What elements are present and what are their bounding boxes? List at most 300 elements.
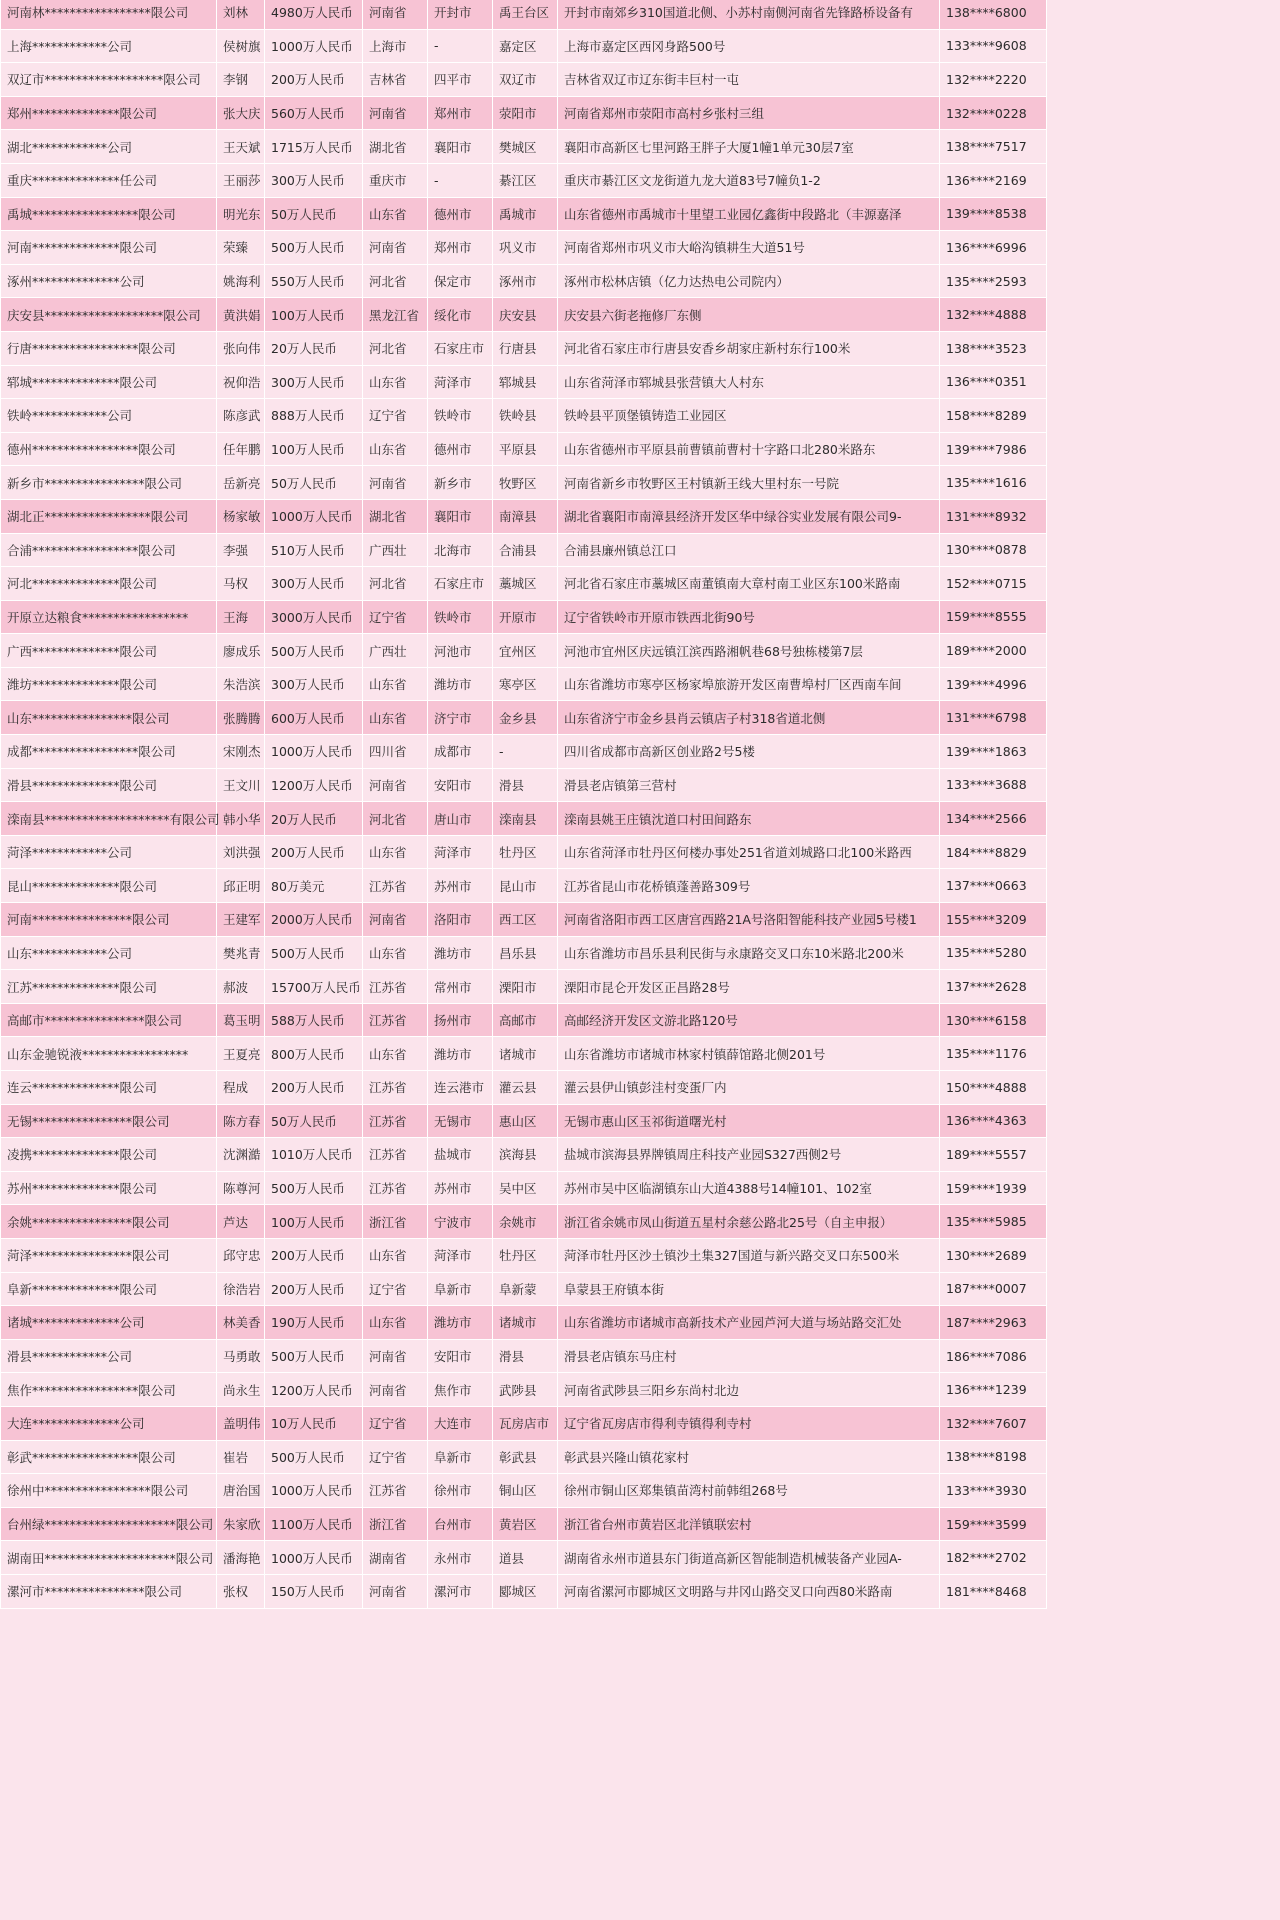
province-cell: 上海市 [363, 29, 428, 63]
company-name-cell: 上海************公司 [1, 29, 217, 63]
address-cell: 襄阳市高新区七里河路王胖子大厦1幢1单元30层7室 [558, 130, 940, 164]
city-cell: 石家庄市 [428, 567, 493, 601]
province-cell: 浙江省 [363, 1507, 428, 1541]
district-cell: 双辽市 [493, 63, 558, 97]
phone-cell: 189****2000 [940, 634, 1047, 668]
table-row [1, 0, 1047, 29]
phone-cell: 138****8198 [940, 1440, 1047, 1474]
city-cell: 潍坊市 [428, 1037, 493, 1071]
registered-capital-cell: 500万人民币 [265, 231, 363, 265]
province-cell: 辽宁省 [363, 1272, 428, 1306]
legal-representative-cell: 马勇敢 [217, 1339, 265, 1373]
table-row [1, 970, 1047, 1004]
address-cell: 河南省武陟县三阳乡东尚村北边 [558, 1373, 940, 1407]
city-cell: 菏泽市 [428, 365, 493, 399]
legal-representative-cell: 芦达 [217, 1205, 265, 1239]
registered-capital-cell: 588万人民币 [265, 1003, 363, 1037]
city-cell: 郑州市 [428, 96, 493, 130]
phone-cell: 132****4888 [940, 298, 1047, 332]
city-cell: 永州市 [428, 1541, 493, 1575]
address-cell: 涿州市松林店镇（亿力达热电公司院内） [558, 264, 940, 298]
city-cell: 阜新市 [428, 1440, 493, 1474]
phone-cell: 182****2702 [940, 1541, 1047, 1575]
district-cell: 牡丹区 [493, 1238, 558, 1272]
company-name-cell: 菏泽****************限公司 [1, 1238, 217, 1272]
registered-capital-cell: 50万人民币 [265, 466, 363, 500]
legal-representative-cell: 岳新亮 [217, 466, 265, 500]
city-cell: 漯河市 [428, 1574, 493, 1608]
registered-capital-cell: 200万人民币 [265, 63, 363, 97]
company-name-cell: 大连**************公司 [1, 1406, 217, 1440]
address-cell: 重庆市綦江区文龙街道九龙大道83号7幢负1-2 [558, 163, 940, 197]
registered-capital-cell: 2000万人民币 [265, 903, 363, 937]
company-name-cell: 湖北************公司 [1, 130, 217, 164]
legal-representative-cell: 姚海利 [217, 264, 265, 298]
table-row [1, 835, 1047, 869]
address-cell: 苏州市吴中区临湖镇东山大道4388号14幢101、102室 [558, 1171, 940, 1205]
province-cell: 山东省 [363, 365, 428, 399]
registered-capital-cell: 550万人民币 [265, 264, 363, 298]
province-cell: 山东省 [363, 936, 428, 970]
company-name-cell: 焦作*****************限公司 [1, 1373, 217, 1407]
registered-capital-cell: 100万人民币 [265, 298, 363, 332]
table-row [1, 1574, 1047, 1608]
table-row [1, 499, 1047, 533]
district-cell: 禹王台区 [493, 0, 558, 29]
company-name-cell: 山东************公司 [1, 936, 217, 970]
company-name-cell: 河南林*****************限公司 [1, 0, 217, 29]
registered-capital-cell: 10万人民币 [265, 1406, 363, 1440]
registered-capital-cell: 20万人民币 [265, 331, 363, 365]
address-cell: 河南省洛阳市西工区唐宫西路21A号洛阳智能科技产业园5号楼1 [558, 903, 940, 937]
registered-capital-cell: 300万人民币 [265, 567, 363, 601]
address-cell: 菏泽市牡丹区沙土镇沙土集327国道与新兴路交叉口东500米 [558, 1238, 940, 1272]
city-cell: 潍坊市 [428, 936, 493, 970]
phone-cell: 187****0007 [940, 1272, 1047, 1306]
company-name-cell: 昆山**************限公司 [1, 869, 217, 903]
table-row [1, 29, 1047, 63]
province-cell: 山东省 [363, 667, 428, 701]
phone-cell: 159****8555 [940, 600, 1047, 634]
city-cell: 阜新市 [428, 1272, 493, 1306]
registered-capital-cell: 300万人民币 [265, 365, 363, 399]
province-cell: 浙江省 [363, 1205, 428, 1239]
legal-representative-cell: 荣臻 [217, 231, 265, 265]
legal-representative-cell: 陈尊河 [217, 1171, 265, 1205]
company-name-cell: 诸城**************公司 [1, 1306, 217, 1340]
province-cell: 吉林省 [363, 63, 428, 97]
address-cell: 滑县老店镇东马庄村 [558, 1339, 940, 1373]
city-cell: 台州市 [428, 1507, 493, 1541]
company-table-body [1, 0, 1047, 1608]
address-cell: 山东省潍坊市昌乐县利民街与永康路交叉口东10米路北200米 [558, 936, 940, 970]
phone-cell: 130****0878 [940, 533, 1047, 567]
province-cell: 四川省 [363, 735, 428, 769]
registered-capital-cell: 190万人民币 [265, 1306, 363, 1340]
address-cell: 上海市嘉定区西冈身路500号 [558, 29, 940, 63]
district-cell: 樊城区 [493, 130, 558, 164]
district-cell: - [493, 735, 558, 769]
registered-capital-cell: 80万美元 [265, 869, 363, 903]
legal-representative-cell: 王天斌 [217, 130, 265, 164]
province-cell: 山东省 [363, 701, 428, 735]
registered-capital-cell: 800万人民币 [265, 1037, 363, 1071]
district-cell: 寒亭区 [493, 667, 558, 701]
province-cell: 山东省 [363, 1306, 428, 1340]
legal-representative-cell: 任年鹏 [217, 432, 265, 466]
province-cell: 山东省 [363, 197, 428, 231]
company-name-cell: 铁岭************公司 [1, 399, 217, 433]
address-cell: 高邮经济开发区文游北路120号 [558, 1003, 940, 1037]
legal-representative-cell: 陈彦武 [217, 399, 265, 433]
address-cell: 滑县老店镇第三营村 [558, 768, 940, 802]
legal-representative-cell: 李强 [217, 533, 265, 567]
legal-representative-cell: 朱浩滨 [217, 667, 265, 701]
address-cell: 山东省潍坊市诸城市高新技术产业园芦河大道与场站路交汇处 [558, 1306, 940, 1340]
company-name-cell: 滑县**************限公司 [1, 768, 217, 802]
table-row [1, 1541, 1047, 1575]
legal-representative-cell: 王文川 [217, 768, 265, 802]
phone-cell: 155****3209 [940, 903, 1047, 937]
company-name-cell: 双辽市*******************限公司 [1, 63, 217, 97]
phone-cell: 158****8289 [940, 399, 1047, 433]
address-cell: 吉林省双辽市辽东街丰巨村一屯 [558, 63, 940, 97]
table-row [1, 1474, 1047, 1508]
table-row [1, 399, 1047, 433]
address-cell: 河南省新乡市牧野区王村镇新王线大里村东一号院 [558, 466, 940, 500]
address-cell: 溧阳市昆仑开发区正昌路28号 [558, 970, 940, 1004]
district-cell: 武陟县 [493, 1373, 558, 1407]
address-cell: 滦南县姚王庄镇沈道口村田间路东 [558, 802, 940, 836]
legal-representative-cell: 沈渊澔 [217, 1138, 265, 1172]
phone-cell: 132****2220 [940, 63, 1047, 97]
province-cell: 山东省 [363, 1238, 428, 1272]
district-cell: 诸城市 [493, 1306, 558, 1340]
phone-cell: 138****3523 [940, 331, 1047, 365]
registered-capital-cell: 1000万人民币 [265, 1541, 363, 1575]
legal-representative-cell: 徐浩岩 [217, 1272, 265, 1306]
legal-representative-cell: 盖明伟 [217, 1406, 265, 1440]
district-cell: 巩义市 [493, 231, 558, 265]
legal-representative-cell: 宋刚杰 [217, 735, 265, 769]
district-cell: 涿州市 [493, 264, 558, 298]
table-row [1, 1104, 1047, 1138]
table-row [1, 1440, 1047, 1474]
district-cell: 金乡县 [493, 701, 558, 735]
registered-capital-cell: 500万人民币 [265, 1440, 363, 1474]
district-cell: 铁岭县 [493, 399, 558, 433]
district-cell: 綦江区 [493, 163, 558, 197]
phone-cell: 139****7986 [940, 432, 1047, 466]
city-cell: 唐山市 [428, 802, 493, 836]
legal-representative-cell: 明光东 [217, 197, 265, 231]
city-cell: 无锡市 [428, 1104, 493, 1138]
city-cell: 济宁市 [428, 701, 493, 735]
legal-representative-cell: 李钢 [217, 63, 265, 97]
city-cell: 成都市 [428, 735, 493, 769]
city-cell: 菏泽市 [428, 835, 493, 869]
address-cell: 河池市宜州区庆远镇江滨西路湘帆巷68号独栋楼第7层 [558, 634, 940, 668]
legal-representative-cell: 邱守忠 [217, 1238, 265, 1272]
phone-cell: 133****9608 [940, 29, 1047, 63]
district-cell: 合浦县 [493, 533, 558, 567]
table-row [1, 1037, 1047, 1071]
registered-capital-cell: 20万人民币 [265, 802, 363, 836]
company-name-cell: 禹城*****************限公司 [1, 197, 217, 231]
legal-representative-cell: 王建军 [217, 903, 265, 937]
district-cell: 开原市 [493, 600, 558, 634]
address-cell: 辽宁省瓦房店市得利寺镇得利寺村 [558, 1406, 940, 1440]
province-cell: 河北省 [363, 567, 428, 601]
address-cell: 河南省漯河市郾城区文明路与井冈山路交叉口向西80米路南 [558, 1574, 940, 1608]
table-row [1, 298, 1047, 332]
company-name-cell: 成都*****************限公司 [1, 735, 217, 769]
province-cell: 江苏省 [363, 1171, 428, 1205]
district-cell: 诸城市 [493, 1037, 558, 1071]
address-cell: 庆安县六街老拖修厂东侧 [558, 298, 940, 332]
registered-capital-cell: 50万人民币 [265, 197, 363, 231]
phone-cell: 136****4363 [940, 1104, 1047, 1138]
city-cell: 宁波市 [428, 1205, 493, 1239]
city-cell: 北海市 [428, 533, 493, 567]
phone-cell: 181****8468 [940, 1574, 1047, 1608]
company-name-cell: 徐州中*****************限公司 [1, 1474, 217, 1508]
phone-cell: 139****4996 [940, 667, 1047, 701]
table-row [1, 1272, 1047, 1306]
city-cell: - [428, 29, 493, 63]
phone-cell: 184****8829 [940, 835, 1047, 869]
registered-capital-cell: 500万人民币 [265, 634, 363, 668]
company-name-cell: 河南****************限公司 [1, 903, 217, 937]
registered-capital-cell: 1715万人民币 [265, 130, 363, 164]
district-cell: 滦南县 [493, 802, 558, 836]
province-cell: 河北省 [363, 264, 428, 298]
table-row [1, 768, 1047, 802]
table-row [1, 1507, 1047, 1541]
province-cell: 江苏省 [363, 970, 428, 1004]
company-name-cell: 郑州**************限公司 [1, 96, 217, 130]
table-row [1, 533, 1047, 567]
phone-cell: 130****6158 [940, 1003, 1047, 1037]
phone-cell: 150****4888 [940, 1071, 1047, 1105]
province-cell: 辽宁省 [363, 1440, 428, 1474]
table-row [1, 1138, 1047, 1172]
table-row [1, 903, 1047, 937]
city-cell: 连云港市 [428, 1071, 493, 1105]
legal-representative-cell: 韩小华 [217, 802, 265, 836]
table-row [1, 331, 1047, 365]
address-cell: 山东省德州市平原县前曹镇前曹村十字路口北280米路东 [558, 432, 940, 466]
city-cell: 开封市 [428, 0, 493, 29]
registered-capital-cell: 4980万人民币 [265, 0, 363, 29]
province-cell: 河南省 [363, 768, 428, 802]
registered-capital-cell: 200万人民币 [265, 835, 363, 869]
registered-capital-cell: 200万人民币 [265, 1272, 363, 1306]
table-row [1, 1003, 1047, 1037]
company-name-cell: 漯河市****************限公司 [1, 1574, 217, 1608]
legal-representative-cell: 廖成乐 [217, 634, 265, 668]
district-cell: 西工区 [493, 903, 558, 937]
phone-cell: 133****3930 [940, 1474, 1047, 1508]
registered-capital-cell: 500万人民币 [265, 1339, 363, 1373]
district-cell: 惠山区 [493, 1104, 558, 1138]
district-cell: 高邮市 [493, 1003, 558, 1037]
registered-capital-cell: 500万人民币 [265, 936, 363, 970]
company-name-cell: 行唐*****************限公司 [1, 331, 217, 365]
address-cell: 徐州市铜山区郑集镇苗湾村前韩组268号 [558, 1474, 940, 1508]
company-name-cell: 阜新**************限公司 [1, 1272, 217, 1306]
city-cell: 新乡市 [428, 466, 493, 500]
address-cell: 辽宁省铁岭市开原市铁西北街90号 [558, 600, 940, 634]
registered-capital-cell: 1010万人民币 [265, 1138, 363, 1172]
table-row [1, 1205, 1047, 1239]
district-cell: 平原县 [493, 432, 558, 466]
phone-cell: 136****2169 [940, 163, 1047, 197]
company-name-cell: 彰武*****************限公司 [1, 1440, 217, 1474]
province-cell: 湖南省 [363, 1541, 428, 1575]
table-row [1, 231, 1047, 265]
address-cell: 山东省菏泽市郓城县张营镇大人村东 [558, 365, 940, 399]
district-cell: 瓦房店市 [493, 1406, 558, 1440]
address-cell: 山东省济宁市金乡县肖云镇店子村318省道北侧 [558, 701, 940, 735]
district-cell: 嘉定区 [493, 29, 558, 63]
registered-capital-cell: 510万人民币 [265, 533, 363, 567]
province-cell: 山东省 [363, 432, 428, 466]
city-cell: - [428, 163, 493, 197]
table-row [1, 365, 1047, 399]
district-cell: 彰武县 [493, 1440, 558, 1474]
legal-representative-cell: 尚永生 [217, 1373, 265, 1407]
table-row [1, 667, 1047, 701]
province-cell: 江苏省 [363, 1104, 428, 1138]
table-row [1, 936, 1047, 970]
registered-capital-cell: 15700万人民币 [265, 970, 363, 1004]
province-cell: 辽宁省 [363, 1406, 428, 1440]
district-cell: 溧阳市 [493, 970, 558, 1004]
company-name-cell: 涿州**************公司 [1, 264, 217, 298]
company-name-cell: 合浦*****************限公司 [1, 533, 217, 567]
registered-capital-cell: 600万人民币 [265, 701, 363, 735]
phone-cell: 186****7086 [940, 1339, 1047, 1373]
legal-representative-cell: 郝波 [217, 970, 265, 1004]
address-cell: 四川省成都市高新区创业路2号5楼 [558, 735, 940, 769]
table-row [1, 735, 1047, 769]
phone-cell: 130****2689 [940, 1238, 1047, 1272]
address-cell: 河南省郑州市荥阳市高村乡张村三组 [558, 96, 940, 130]
company-name-cell: 湖北正*****************限公司 [1, 499, 217, 533]
phone-cell: 139****1863 [940, 735, 1047, 769]
phone-cell: 187****2963 [940, 1306, 1047, 1340]
district-cell: 滑县 [493, 768, 558, 802]
registered-capital-cell: 1200万人民币 [265, 1373, 363, 1407]
table-row [1, 567, 1047, 601]
city-cell: 四平市 [428, 63, 493, 97]
city-cell: 盐城市 [428, 1138, 493, 1172]
company-name-cell: 滦南县********************有限公司 [1, 802, 217, 836]
company-name-cell: 德州*****************限公司 [1, 432, 217, 466]
city-cell: 潍坊市 [428, 667, 493, 701]
legal-representative-cell: 朱家欣 [217, 1507, 265, 1541]
phone-cell: 136****0351 [940, 365, 1047, 399]
company-name-cell: 滑县************公司 [1, 1339, 217, 1373]
registered-capital-cell: 300万人民币 [265, 163, 363, 197]
table-row [1, 466, 1047, 500]
province-cell: 广西壮 [363, 634, 428, 668]
legal-representative-cell: 张权 [217, 1574, 265, 1608]
phone-cell: 135****5280 [940, 936, 1047, 970]
address-cell: 河南省郑州市巩义市大峪沟镇耕生大道51号 [558, 231, 940, 265]
phone-cell: 132****0228 [940, 96, 1047, 130]
phone-cell: 137****0663 [940, 869, 1047, 903]
city-cell: 襄阳市 [428, 130, 493, 164]
city-cell: 扬州市 [428, 1003, 493, 1037]
registered-capital-cell: 100万人民币 [265, 1205, 363, 1239]
phone-cell: 135****1616 [940, 466, 1047, 500]
province-cell: 江苏省 [363, 1071, 428, 1105]
district-cell: 铜山区 [493, 1474, 558, 1508]
city-cell: 石家庄市 [428, 331, 493, 365]
registered-capital-cell: 100万人民币 [265, 432, 363, 466]
district-cell: 滨海县 [493, 1138, 558, 1172]
district-cell: 宜州区 [493, 634, 558, 668]
city-cell: 保定市 [428, 264, 493, 298]
company-name-cell: 重庆**************任公司 [1, 163, 217, 197]
address-cell: 无锡市惠山区玉祁街道曙光村 [558, 1104, 940, 1138]
phone-cell: 131****8932 [940, 499, 1047, 533]
registered-capital-cell: 200万人民币 [265, 1071, 363, 1105]
phone-cell: 159****1939 [940, 1171, 1047, 1205]
city-cell: 大连市 [428, 1406, 493, 1440]
company-name-cell: 开原立达粮食***************** [1, 600, 217, 634]
city-cell: 郑州市 [428, 231, 493, 265]
company-name-cell: 潍坊**************限公司 [1, 667, 217, 701]
phone-cell: 139****8538 [940, 197, 1047, 231]
legal-representative-cell: 陈方春 [217, 1104, 265, 1138]
company-name-cell: 广西**************限公司 [1, 634, 217, 668]
legal-representative-cell: 王海 [217, 600, 265, 634]
company-name-cell: 高邮市****************限公司 [1, 1003, 217, 1037]
city-cell: 焦作市 [428, 1373, 493, 1407]
district-cell: 庆安县 [493, 298, 558, 332]
address-cell: 山东省德州市禹城市十里望工业园亿鑫街中段路北（丰源嘉泽 [558, 197, 940, 231]
company-name-cell: 菏泽************公司 [1, 835, 217, 869]
table-row [1, 1171, 1047, 1205]
city-cell: 安阳市 [428, 768, 493, 802]
legal-representative-cell: 林美香 [217, 1306, 265, 1340]
phone-cell: 138****7517 [940, 130, 1047, 164]
table-row [1, 63, 1047, 97]
phone-cell: 152****0715 [940, 567, 1047, 601]
table-row [1, 130, 1047, 164]
province-cell: 湖北省 [363, 130, 428, 164]
city-cell: 铁岭市 [428, 399, 493, 433]
province-cell: 山东省 [363, 835, 428, 869]
company-name-cell: 苏州**************限公司 [1, 1171, 217, 1205]
province-cell: 黑龙江省 [363, 298, 428, 332]
phone-cell: 133****3688 [940, 768, 1047, 802]
legal-representative-cell: 杨家敏 [217, 499, 265, 533]
province-cell: 辽宁省 [363, 399, 428, 433]
city-cell: 德州市 [428, 432, 493, 466]
company-name-cell: 庆安县*******************限公司 [1, 298, 217, 332]
district-cell: 郾城区 [493, 1574, 558, 1608]
province-cell: 江苏省 [363, 1474, 428, 1508]
address-cell: 山东省潍坊市寒亭区杨家埠旅游开发区南曹埠村厂区西南车间 [558, 667, 940, 701]
legal-representative-cell: 程成 [217, 1071, 265, 1105]
district-cell: 昆山市 [493, 869, 558, 903]
phone-cell: 189****5557 [940, 1138, 1047, 1172]
district-cell: 牡丹区 [493, 835, 558, 869]
